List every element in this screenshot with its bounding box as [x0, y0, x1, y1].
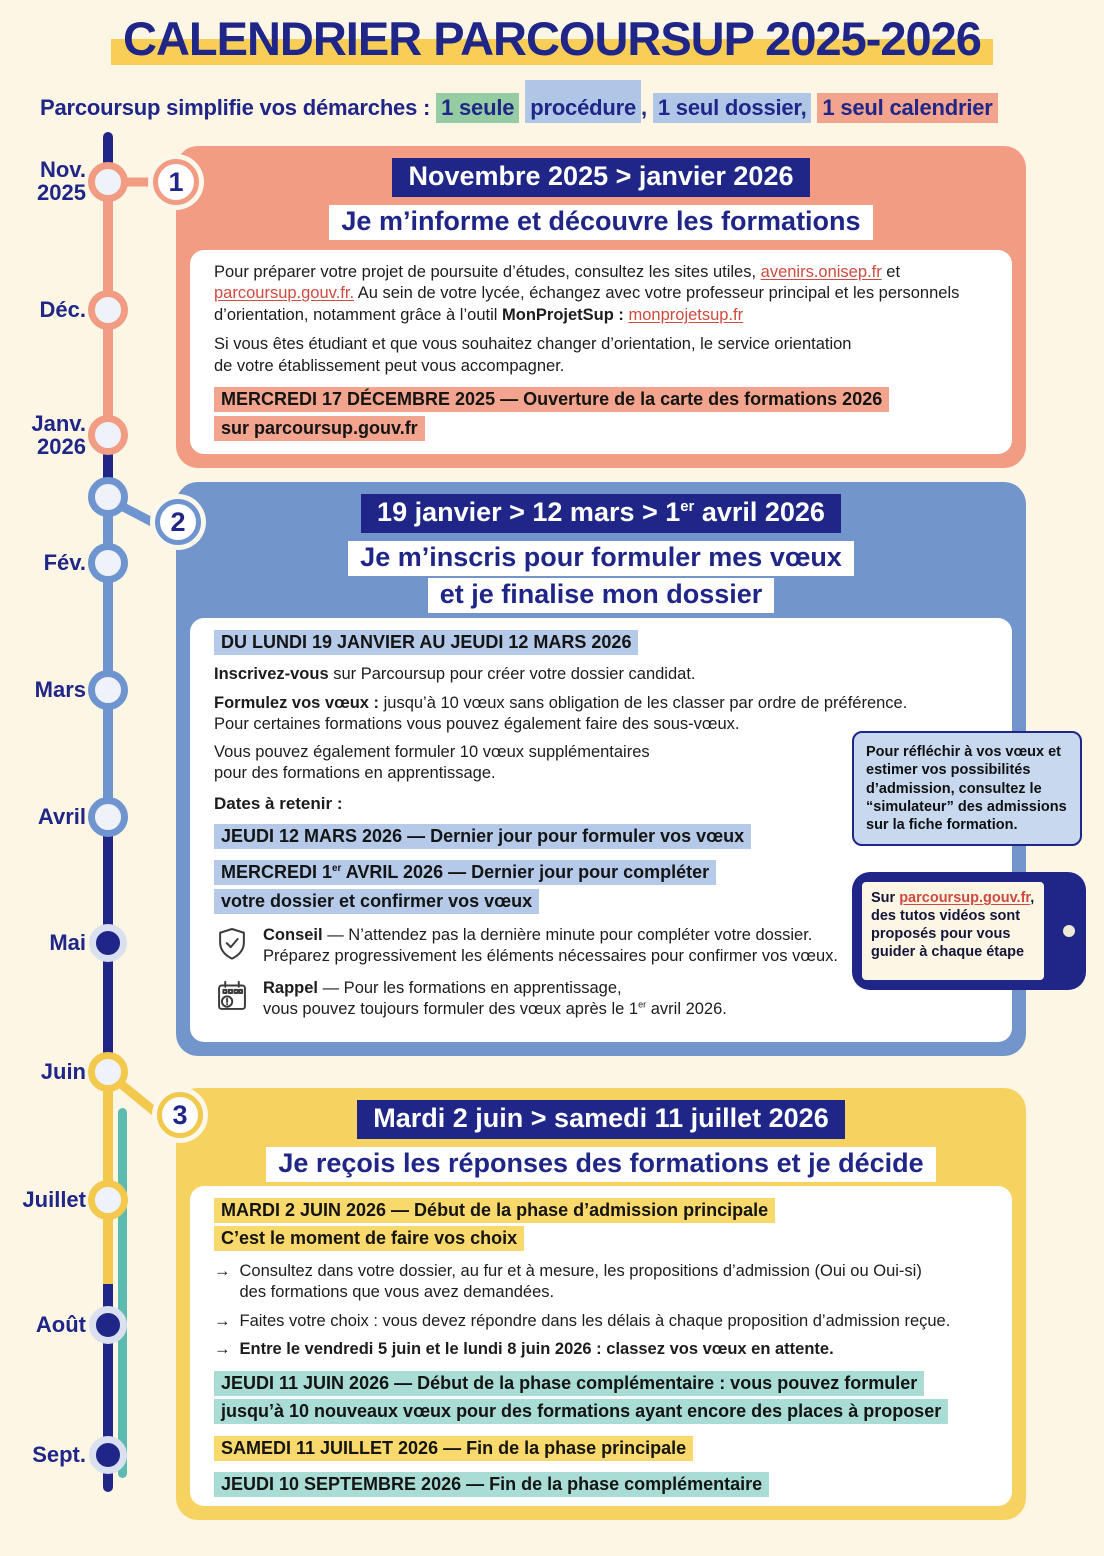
step3-card	[176, 1088, 1026, 1520]
step3-title-band: Je reçois les réponses des formations et je décide	[266, 1147, 935, 1182]
link-parcoursup-gouv[interactable]: parcoursup.gouv.fr.	[214, 284, 355, 303]
timeline-node-juillet	[88, 1180, 128, 1220]
timeline-dot-sept	[89, 1436, 127, 1474]
phone-screen: Sur parcoursup.gouv.fr, des tutos vidéos sont proposés pour vous guider à chaque étape	[862, 882, 1044, 980]
subtitle-prefix: Parcoursup simplifie vos démarches :	[40, 95, 437, 120]
timeline-node-nov	[88, 162, 128, 202]
timeline-node-avril	[88, 797, 128, 837]
month-label-dec: Déc.	[39, 297, 86, 322]
step-badge-3: 3	[157, 1092, 203, 1138]
step1-paragraph-1: Pour préparer votre projet de poursuite d’études, consultez les sites utiles, avenirs.onisep.fr et parcoursup.gouv.fr. Au sein de votre lycée, échangez avec votre professeur principal et les personnels d’orientation, notamment grâce à l’outil MonProjetSup : monprojetsup.fr	[214, 263, 960, 324]
timeline-node-fev	[88, 543, 128, 583]
step3-bullet-2: → Faites votre choix : vous devez répondre dans les délais à chaque proposition d’admission reçue.	[214, 1311, 988, 1332]
timeline-dot-aout	[89, 1306, 127, 1344]
subtitle-highlight-procedure: procédure	[525, 80, 641, 123]
step2-rappel-text: Rappel — Pour les formations en apprentissage, vous pouvez toujours formuler des vœux après le 1er avril 2026.	[263, 978, 727, 1018]
calendar-alert-icon	[214, 978, 250, 1020]
step2-conseil-text: Conseil — N’attendez pas la dernière minute pour compléter votre dossier. Préparez progressivement les éléments nécessaires pour confirmer vos vœux.	[263, 926, 838, 966]
month-label-janv-2026: Janv. 2026	[31, 411, 86, 460]
month-label-aout: Août	[35, 1312, 86, 1337]
step1-period-band: Novembre 2025 > janvier 2026	[392, 158, 809, 197]
step2-paragraph-voeux: Formulez vos vœux : jusqu’à 10 vœux sans obligation de les classer par ordre de préférence. Pour certaines formations vous pouvez également faire des sous-vœux.	[214, 693, 908, 733]
step2-conseil	[214, 925, 894, 967]
timeline-complementary-phase-line	[118, 1108, 127, 1478]
timeline-node-janv	[88, 415, 128, 455]
step1-title-band: Je m’informe et découvre les formations	[329, 205, 872, 240]
step2-title-band-line2: et je finalise mon dossier	[428, 578, 775, 613]
step2-title-band-line1: Je m’inscris pour formuler mes vœux	[348, 541, 854, 576]
month-label-juin: Juin	[40, 1059, 86, 1084]
step2-key-date-1: JEUDI 12 MARS 2026 — Dernier jour pour formuler vos vœux	[214, 822, 988, 850]
step2-period-band: 19 janvier > 12 mars > 1er avril 2026	[361, 494, 841, 533]
page-title	[0, 8, 1104, 70]
phone-camera-dot	[1063, 925, 1075, 937]
simulator-note: Pour réfléchir à vos vœux et estimer vos possibilités d’admission, consultez le “simulateur” des admissions sur la fiche formation.	[852, 731, 1082, 846]
step3-key-date-4: JEUDI 10 SEPTEMBRE 2026 — Fin de la phase complémentaire	[214, 1470, 988, 1498]
step3-bullet-3: → Entre le vendredi 5 juin et le lundi 8 juin 2026 : classez vos vœux en attente.	[214, 1339, 988, 1360]
step3-key-date-2: JEUDI 11 JUIN 2026 — Début de la phase complémentaire : vous pouvez formuler jusqu’à 10 nouveaux vœux pour des formations ayant encore des places à proposer	[214, 1369, 988, 1426]
step3-panel	[190, 1186, 1012, 1506]
month-label-juillet: Juillet	[22, 1187, 86, 1212]
month-label-avril: Avril	[37, 804, 86, 829]
timeline-node-juin	[88, 1052, 128, 1092]
month-label-mars: Mars	[34, 677, 86, 702]
link-avenirs-onisep[interactable]: avenirs.onisep.fr	[760, 263, 882, 281]
timeline-node-mars	[88, 670, 128, 710]
arrow-icon: →	[214, 1311, 231, 1330]
link-parcoursup-gouv-tutos[interactable]: parcoursup.gouv.fr	[899, 890, 1031, 906]
subtitle-highlight-calendrier: 1 seul calendrier	[817, 93, 997, 123]
month-label-sept: Sept.	[32, 1442, 86, 1467]
step3-key-date-3: SAMEDI 11 JUILLET 2026 — Fin de la phase principale	[214, 1434, 988, 1462]
subtitle-highlight-dossier: 1 seul dossier,	[653, 93, 812, 123]
step2-key-date-2: MERCREDI 1er AVRIL 2026 — Dernier jour pour compléter votre dossier et confirmer vos vœux	[214, 858, 988, 915]
step1-paragraph-2: Si vous êtes étudiant et que vous souhaitez changer d’orientation, le service orientation de votre établissement peut vous accompagner.	[214, 335, 852, 375]
timeline-segment-step3	[103, 1072, 113, 1284]
month-label-fev: Fév.	[43, 550, 86, 575]
step1-monprojetsup-label: MonProjetSup :	[502, 305, 624, 324]
month-label-mai: Mai	[49, 930, 86, 955]
step1-panel	[190, 250, 1012, 454]
link-monprojetsup[interactable]: monprojetsup.fr	[628, 305, 744, 324]
step2-paragraph-apprentissage: Vous pouvez également formuler 10 vœux supplémentaires pour des formations en apprentissage.	[214, 742, 650, 782]
timeline-node-step2-start	[88, 477, 128, 517]
subtitle-comma: ,	[641, 95, 653, 120]
phone-note	[852, 872, 1086, 990]
month-label-nov-2025: Nov. 2025	[37, 157, 86, 206]
arrow-icon: →	[214, 1340, 231, 1359]
step2-paragraph-inscription: Inscrivez-vous sur Parcoursup pour créer votre dossier candidat.	[214, 665, 696, 684]
step3-bullet-1: → Consultez dans votre dossier, au fur et à mesure, les propositions d’admission (Oui ou Oui-si) des formations que vous avez demandées.	[214, 1261, 988, 1304]
subtitle-highlight-procedure-count: 1 seule	[436, 93, 519, 123]
timeline-dot-mai	[89, 924, 127, 962]
shield-check-icon	[214, 925, 250, 967]
step2-rappel	[214, 978, 894, 1020]
page-subtitle	[40, 80, 998, 123]
step-badge-1: 1	[153, 159, 199, 205]
step1-card	[176, 146, 1026, 468]
step2-date-range: DU LUNDI 19 JANVIER AU JEUDI 12 MARS 2026	[214, 628, 988, 656]
step3-key-date-1: MARDI 2 JUIN 2026 — Début de la phase d’admission principale C’est le moment de faire vos choix	[214, 1196, 988, 1253]
step1-p1-text: Pour préparer votre projet de poursuite d’études, consultez les sites utiles,	[214, 263, 761, 281]
step3-period-band: Mardi 2 juin > samedi 11 juillet 2026	[357, 1100, 844, 1139]
arrow-icon: →	[214, 1261, 231, 1280]
step1-key-date: MERCREDI 17 DÉCEMBRE 2025 — Ouverture de la carte des formations 2026 sur parcoursup.gouv.fr	[214, 385, 988, 442]
step2-dates-label: Dates à retenir :	[214, 793, 343, 813]
timeline-node-dec	[88, 290, 128, 330]
step-badge-2: 2	[155, 499, 201, 545]
page-title-text: CALENDRIER PARCOURSUP 2025-2026	[111, 12, 993, 65]
